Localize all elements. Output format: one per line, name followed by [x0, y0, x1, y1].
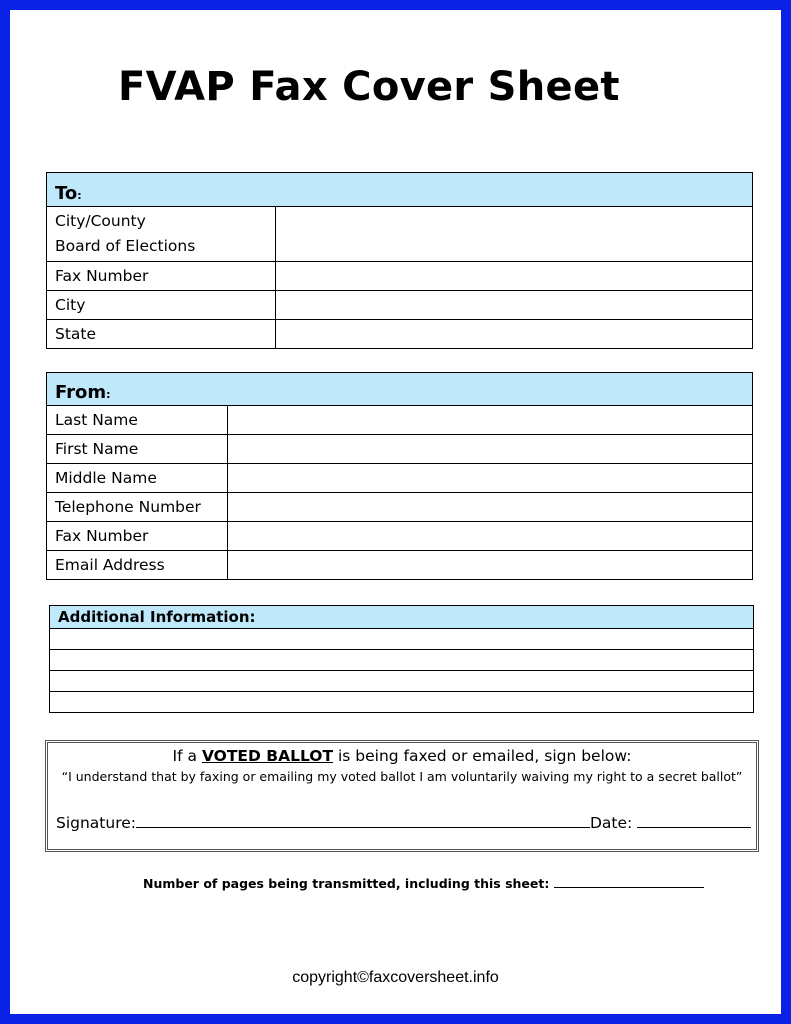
- additional-info-line[interactable]: [50, 629, 754, 650]
- from-label-telephone: Telephone Number: [47, 493, 228, 522]
- voted-ballot-instruction: If a VOTED BALLOT is being faxed or emailed, sign below:: [172, 747, 632, 765]
- to-label-city: City: [47, 291, 276, 320]
- secret-ballot-waiver-statement: “I understand that by faxing or emailing my voted ballot I am voluntarily waiving my right to a secret ballot”: [61, 769, 743, 784]
- date-line[interactable]: [637, 811, 751, 828]
- additional-info-section: [49, 605, 754, 713]
- to-city-county-field[interactable]: [276, 207, 753, 262]
- from-label-middle-name: Middle Name: [47, 464, 228, 493]
- date-label: Date:: [590, 814, 633, 832]
- from-label-first-name: First Name: [47, 435, 228, 464]
- from-label-fax-number: Fax Number: [47, 522, 228, 551]
- from-heading: From:: [47, 373, 753, 406]
- from-section: [46, 372, 753, 580]
- from-label-last-name: Last Name: [47, 406, 228, 435]
- from-email-field[interactable]: [228, 551, 753, 580]
- additional-info-heading: Additional Information:: [50, 606, 754, 629]
- page-title: FVAP Fax Cover Sheet: [118, 64, 620, 110]
- from-first-name-field[interactable]: [228, 435, 753, 464]
- to-fax-number-field[interactable]: [276, 262, 753, 291]
- additional-info-line[interactable]: [50, 650, 754, 671]
- to-heading: To:: [47, 173, 753, 207]
- to-section: [46, 172, 753, 349]
- voted-ballot-signature-box: [45, 740, 759, 852]
- to-label-fax-number: Fax Number: [47, 262, 276, 291]
- from-telephone-field[interactable]: [228, 493, 753, 522]
- page-count-label: Number of pages being transmitted, including this sheet:: [143, 876, 550, 891]
- additional-info-line[interactable]: [50, 671, 754, 692]
- to-label-city-county: City/County Board of Elections: [47, 207, 276, 262]
- signature-line[interactable]: [136, 811, 590, 828]
- to-label-state: State: [47, 320, 276, 349]
- to-state-field[interactable]: [276, 320, 753, 349]
- from-middle-name-field[interactable]: [228, 464, 753, 493]
- copyright-notice: copyright©faxcoversheet.info: [292, 969, 499, 986]
- from-last-name-field[interactable]: [228, 406, 753, 435]
- page-count-row: [143, 876, 704, 891]
- signature-label: Signature:: [56, 814, 136, 832]
- from-label-email: Email Address: [47, 551, 228, 580]
- to-city-field[interactable]: [276, 291, 753, 320]
- from-fax-number-field[interactable]: [228, 522, 753, 551]
- page-count-line[interactable]: [554, 876, 704, 888]
- additional-info-line[interactable]: [50, 692, 754, 713]
- signature-row: [56, 811, 751, 832]
